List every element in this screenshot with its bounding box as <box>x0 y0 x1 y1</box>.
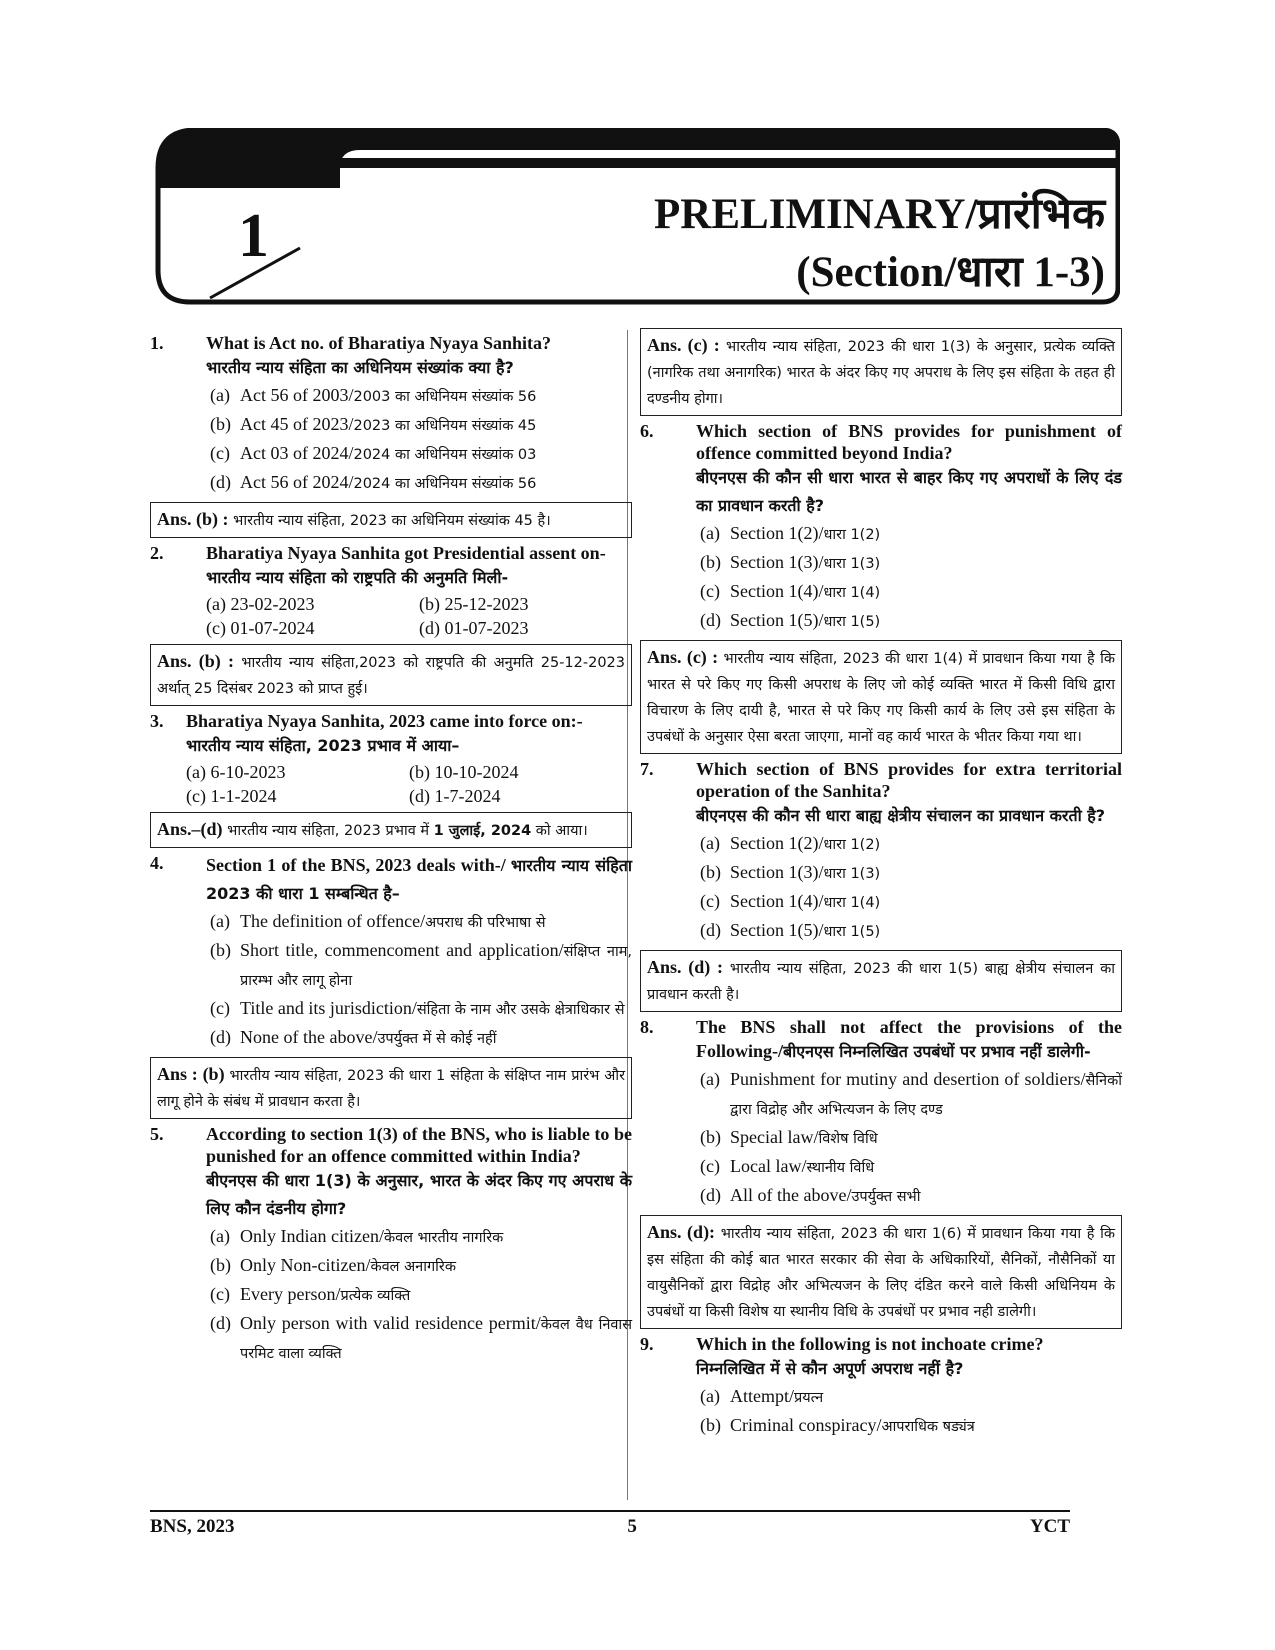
question-text-hi: भारतीय न्याय संहिता को राष्ट्रपति की अनुमति मिली- <box>206 568 509 587</box>
option-a: (a) 23-02-2023 <box>206 594 315 614</box>
question-text-hi: बीएनएस की कौन सी धारा बाह्य क्षेत्रीय संचालन का प्रावधान करती है? <box>696 806 1106 825</box>
option-b: (b) 10-10-2024 <box>409 762 519 782</box>
answer-box-q5: Ans. (c) : भारतीय न्याय संहिता, 2023 की धारा 1(3) के अनुसार, प्रत्येक व्यक्ति (नागरिक तथा अनागरिक) भारत के अंदर किए गए अपराध के लिए इस संहिता के तहत ही दण्डनीय होगा। <box>640 328 1122 416</box>
chapter-word: अध्याय <box>160 141 292 199</box>
option-b: (b) Act 45 of 2023/2023 का अधिनियम संख्यांक 45 <box>210 414 537 434</box>
chapter-number: 1 <box>238 202 269 270</box>
question-number: 6. <box>640 421 654 441</box>
option-a: (a) Punishment for mutiny and desertion of soldiers/सैनिकों द्वारा विद्रोह और अभित्यजन के लिए दण्ड <box>700 1069 1122 1118</box>
question-number: 2. <box>150 543 164 563</box>
option-a: (a) Section 1(2)/धारा 1(2) <box>700 833 881 853</box>
question-2 <box>150 542 632 706</box>
option-a: (a) Act 56 of 2003/2003 का अधिनियम संख्यांक 56 <box>210 385 537 405</box>
option-a: (a) Only Indian citizen/केवल भारतीय नागरिक <box>210 1226 504 1246</box>
question-7 <box>640 758 1122 1012</box>
answer-box: Ans. (d): भारतीय न्याय संहिता, 2023 की धारा 1(6) में प्रावधान किया गया है कि इस संहिता की कोई बात भारत सरकार की सेवा के अधिकारियों, सैनिकों, नौसैनिकों या वायुसैनिकों द्वारा विद्रोह और अभित्यजन के लिए दंडित करने वाले किसी अधिनियम के उपबंधों या किसी विशेष या स्थानीय विधि के उपबंधों पर प्रभाव नही डालेगी। <box>640 1215 1122 1329</box>
option-c: (c) Local law/स्थानीय विधि <box>700 1156 875 1176</box>
question-text-hi: बीएनएस निम्नलिखित उपबंधों पर प्रभाव नहीं डालेगी- <box>783 1042 1091 1061</box>
question-text-hi: भारतीय न्याय संहिता 2023 की धारा 1 सम्बन्धित है– <box>206 856 632 903</box>
option-a: (a) 6-10-2023 <box>186 762 286 782</box>
option-d: (d) Section 1(5)/धारा 1(5) <box>700 920 881 940</box>
page-footer <box>150 1510 1070 1538</box>
chapter-subtitle: (Section/धारा 1-3) <box>796 249 1105 296</box>
option-d: (d) Only person with valid residence permit/केवल वैध निवास परमिट वाला व्यक्ति <box>210 1313 632 1362</box>
page-number: 5 <box>627 1516 637 1537</box>
answer-box: Ans.–(d) भारतीय न्याय संहिता, 2023 प्रभाव में 1 जुलाई, 2024 को आया। <box>150 812 632 848</box>
option-b: (b) Special law/विशेष विधि <box>700 1127 878 1147</box>
option-c: (c) 01-07-2024 <box>206 618 315 638</box>
question-text-en: Bharatiya Nyaya Sanhita got Presidential assent on- <box>206 543 606 563</box>
question-text-hi: निम्नलिखित में से कौन अपूर्ण अपराध नहीं है? <box>696 1359 964 1378</box>
option-c: (c) Section 1(4)/धारा 1(4) <box>700 891 881 911</box>
right-column <box>640 328 1122 1441</box>
option-b: (b) Section 1(3)/धारा 1(3) <box>700 862 881 882</box>
question-text-hi: बीएनएस की कौन सी धारा भारत से बाहर किए गए अपराधों के लिए दंड का प्रावधान करती है? <box>696 468 1122 515</box>
option-a: (a) Section 1(2)/धारा 1(2) <box>700 523 881 543</box>
question-text-hi: भारतीय न्याय संहिता, 2023 प्रभाव में आया– <box>186 736 460 755</box>
option-c: (c) Title and its jurisdiction/संहिता के नाम और उसके क्षेत्राधिकार से <box>210 998 625 1018</box>
answer-box: Ans. (d) : भारतीय न्याय संहिता, 2023 की धारा 1(5) बाह्य क्षेत्रीय संचालन का प्रावधान करती है। <box>640 950 1122 1012</box>
question-number: 8. <box>640 1017 654 1037</box>
option-c: (c) Section 1(4)/धारा 1(4) <box>700 581 881 601</box>
answer-box: Ans. (b) : भारतीय न्याय संहिता, 2023 का अधिनियम संख्यांक 45 है। <box>150 502 632 538</box>
footer-publisher: YCT <box>1029 1516 1070 1537</box>
option-a: (a) The definition of offence/अपराध की परिभाषा से <box>210 911 546 931</box>
question-number: 1. <box>150 333 164 353</box>
question-8 <box>640 1016 1122 1329</box>
option-d: (d) 1-7-2024 <box>409 786 501 806</box>
question-number: 5. <box>150 1124 164 1144</box>
footer-book-title: BNS, 2023 <box>150 1516 235 1537</box>
chapter-title: PRELIMINARY/प्रारंभिक <box>654 191 1105 238</box>
question-text-hi: बीएनएस की धारा 1(3) के अनुसार, भारत के अंदर किए गए अपराध के लिए कौन दंडनीय होगा? <box>206 1171 632 1218</box>
option-d: (d) Act 56 of 2024/2024 का अधिनियम संख्यांक 56 <box>210 472 537 492</box>
question-text-hi: भारतीय न्याय संहिता का अधिनियम संख्यांक क्या है? <box>206 358 514 377</box>
question-number: 4. <box>150 853 164 873</box>
question-text-en: According to section 1(3) of the BNS, who is liable to be punished for an offence committed within India? <box>206 1124 632 1166</box>
option-b: (b) 25-12-2023 <box>419 594 529 614</box>
question-text-en: Which in the following is not inchoate crime? <box>696 1334 1044 1354</box>
answer-box: Ans. (b) : भारतीय न्याय संहिता,2023 को राष्ट्रपति की अनुमति 25-12-2023 अर्थात् 25 दिसंबर 2023 को प्राप्त हुई। <box>150 644 632 706</box>
question-number: 3. <box>150 711 164 731</box>
left-column <box>150 328 632 1368</box>
option-c: (c) Act 03 of 2024/2024 का अधिनियम संख्यांक 03 <box>210 443 537 463</box>
option-d: (d) Section 1(5)/धारा 1(5) <box>700 610 881 630</box>
question-6 <box>640 420 1122 754</box>
option-b: (b) Section 1(3)/धारा 1(3) <box>700 552 881 572</box>
option-d: (d) 01-07-2023 <box>419 618 529 638</box>
question-text-en: Which section of BNS provides for punishment of offence committed beyond India? <box>696 421 1122 463</box>
answer-box: Ans. (c) : भारतीय न्याय संहिता, 2023 की धारा 1(4) में प्रावधान किया गया है कि भारत से परे किए गए किसी अपराध के लिए जो कोई व्यक्ति भारत में किसी विधि द्वारा विचारण के लिए दायी है, भारत से परे किए गए किसी कार्य के लिए उसे इस संहिता के उपबंधों के अनुसार ऐसा बरता जाएगा, मानों वह कार्य भारत के भीतर किया गया था। <box>640 640 1122 754</box>
question-4 <box>150 852 632 1119</box>
option-b: (b) Criminal conspiracy/आपराधिक षड्यंत्र <box>700 1415 975 1435</box>
question-text-en: Section 1 of the BNS, 2023 deals with-/ <box>206 855 506 875</box>
option-c: (c) Every person/प्रत्येक व्यक्ति <box>210 1284 411 1304</box>
question-9 <box>640 1333 1122 1441</box>
question-5 <box>150 1123 632 1368</box>
option-c: (c) 1-1-2024 <box>186 786 277 806</box>
question-number: 9. <box>640 1334 654 1354</box>
question-number: 7. <box>640 759 654 779</box>
question-1 <box>150 332 632 538</box>
option-b: (b) Short title, commencoment and application/संक्षिप्त नाम, प्रारम्भ और लागू होना <box>210 940 632 989</box>
option-d: (d) All of the above/उपर्युक्त सभी <box>700 1185 921 1205</box>
option-d: (d) None of the above/उपर्युक्त में से कोई नहीं <box>210 1027 497 1047</box>
question-text-en: What is Act no. of Bharatiya Nyaya Sanhita? <box>206 333 552 353</box>
option-b: (b) Only Non-citizen/केवल अनागरिक <box>210 1255 456 1275</box>
question-text-en: Bharatiya Nyaya Sanhita, 2023 came into force on:- <box>186 711 583 731</box>
option-a: (a) Attempt/प्रयत्न <box>700 1386 824 1406</box>
question-text-en: Which section of BNS provides for extra territorial operation of the Sanhita? <box>696 759 1122 801</box>
question-3 <box>150 710 632 848</box>
question-text-en: The BNS shall not affect the provisions of the Following-/ <box>696 1017 1122 1061</box>
answer-box: Ans : (b) भारतीय न्याय संहिता, 2023 की धारा 1 संहिता के संक्षिप्त नाम प्रारंभ और लागू होने के संबंध में प्रावधान करता है। <box>150 1057 632 1119</box>
